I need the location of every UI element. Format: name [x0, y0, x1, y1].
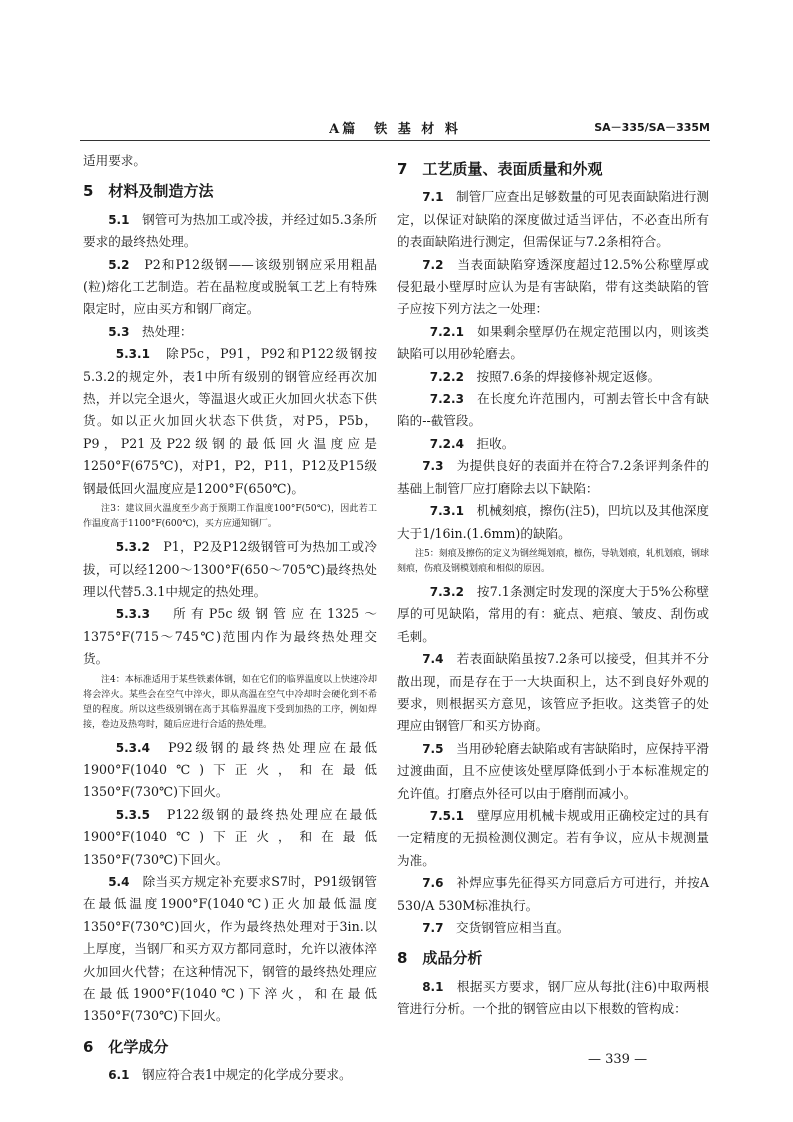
paragraph-5-3-5: 5.3.5 P122级钢的最终热处理应在最低1900°F(1040℃)下正火，和在最低1350°F(730℃)下回火。 [83, 806, 377, 867]
paragraph-7-1: 7.1 制管厂应查出足够数量的可见表面缺陷进行测定，以保证对缺陷的深度做过适当评估，不必查出所有的表面缺陷进行测定，但需保证与7.2条相符合。 [397, 189, 710, 250]
left-column [83, 150, 377, 1087]
standard-code: SA－335/SA－335M [594, 121, 710, 134]
paragraph-5-3-1: 5.3.1 除P5c，P91，P92和P122级钢按5.3.2的规定外，表1中所有级别的钢管应经再次加热，并以完全退火，等温退火或正火加回火状态下供货。如以正火加回火状态下供货，对P5，P5b，P9，P21及P22级钢的最低回火温度应是1250°F(675℃)，对P1，P2，P11，P12及P15级钢最低回火温度应是1200°F(650℃)。 [83, 346, 377, 496]
paragraph-6-1: 6.1 钢应符合表1中规定的化学成分要求。 [108, 1067, 352, 1083]
paragraph-5-3: 5.3 热处理： [108, 323, 193, 339]
paragraph-7-6: 7.6 补焊应事先征得买方同意后方可进行，并按A 530/A 530M标准执行。 [397, 875, 709, 913]
page-number: — 339 — [588, 1052, 648, 1067]
heading-section-7: 7 工艺质量、表面质量和外观 [397, 160, 603, 178]
paragraph-7-7: 7.7 交货钢管应相当直。 [422, 920, 570, 935]
running-header [80, 118, 710, 141]
section-title: A篇 铁 基 材 料 [329, 122, 461, 137]
paragraph-7-2-4: 7.2.4 拒收。 [429, 435, 515, 451]
paragraph-7-2-3: 7.2.3 在长度允许范围内，可割去管长中含有缺陷的--截管段。 [397, 391, 710, 429]
note-4: 注4：本标准适用于某些铁素体钢，如在它们的临界温度以上快速冷却将会淬火。某些会在空气中淬火，即从高温在空气中冷却时会硬化到不希望的程度。所以这些级别钢在高于其临界温度下受到加热的工序，例如焊接，卷边及热弯时，随后应进行合适的热处理。 [83, 674, 377, 730]
note-5: 注5：刻痕及擦伤的定义为钢丝绳划痕，檩伤，导轨划痕，轧机划痕，钢球刻痕，伤痕及钢模划痕和相似的原因。 [397, 548, 709, 574]
paragraph-7-5: 7.5 当用砂轮磨去缺陷或有害缺陷时，应保持平滑过渡曲面，且不应使该处壁厚降低到小于本标准规定的允许值。打磨点外径可以由于磨削而减小。 [397, 740, 710, 801]
heading-section-5: 5 材料及制造方法 [83, 182, 214, 201]
paragraph-7-2-2: 7.2.2 按照7.6条的焊接修补规定返修。 [429, 368, 661, 384]
paragraph-5-2: 5.2 P2和P12级钢——该级别钢应采用粗晶(粒)熔化工艺制造。若在晶粒度或脱氧工艺上有特殊限定时，应由买方和钢厂商定。 [83, 256, 377, 317]
paragraph-7-3: 7.3 为提供良好的表面并在符合7.2条评判条件的基础上制管厂应打磨除去以下缺陷： [397, 458, 709, 496]
heading-section-8: 8 成品分析 [397, 949, 483, 968]
right-column [397, 150, 709, 1021]
paragraph-7-3-2: 7.3.2 按7.1条测定时发现的深度大于5%公称壁厚的可见缺陷，常用的有：疵点、疤痕、皱皮、刮伤或毛刺。 [397, 583, 710, 644]
note-3: 注3：建议回火温度至少高于预期工作温度100°F(50℃)，因此若工作温度高于1100°F(600℃)，买方应通知钢厂。 [83, 504, 377, 530]
paragraph-5-3-4: 5.3.4 P92级钢的最终热处理应在最低1900°F(1040℃)下正火，和在最低1350°F(730℃)下回火。 [83, 739, 378, 800]
paragraph-7-3-1: 7.3.1 机械刻痕，擦伤(注5)，凹坑以及其他深度大于1/16in.(1.6mm)的缺陷。 [397, 503, 710, 541]
paragraph-5-3-2: 5.3.2 P1，P2及P12级钢管可为热加工或冷拔，可以经1200～1300°F(650～705℃)最终热处理以代替5.3.1中规定的热处理。 [83, 539, 377, 599]
paragraph-7-2: 7.2 当表面缺陷穿透深度超过12.5%公称壁厚或侵犯最小壁厚时应认为是有害缺陷，带有这类缺陷的管子应按下列方法之一处理： [397, 256, 710, 317]
paragraph-7-2-1: 7.2.1 如果剩余壁厚仍在规定范围以内，则该类缺陷可以用砂轮磨去。 [397, 323, 710, 362]
paragraph-7-4: 7.4 若表面缺陷虽按7.2条可以接受，但其并不分散出现，而是存在于一大块面积上，达不到良好外观的要求，则根据买方意见，该管应予拒收。这类管子的处理应由钢管厂和买方协商。 [397, 651, 709, 734]
paragraph-5-3-3: 5.3.3 所有P5c级钢管应在1325～1375°F(715～745℃)范围内作为最终热处理交货。 [83, 606, 378, 667]
heading-section-6: 6 化学成分 [83, 1037, 169, 1056]
paragraph: 适用要求。 [83, 153, 146, 168]
paragraph-8-1: 8.1 根据买方要求，钢厂应从每批(注6)中取两根管进行分析。一个批的钢管应由以下根数的管构成： [397, 978, 710, 1017]
paragraph-7-5-1: 7.5.1 壁厚应用机械卡规或用正确校定过的具有一定精度的无损检测仪测定。若有争议，应从卡规测量为准。 [397, 807, 710, 868]
paragraph-5-4: 5.4 除当买方规定补充要求S7时，P91级钢管在最低温度1900°F(1040℃)正火加最低温度1350°F(730℃)回火，作为最终热处理对于3in.以上厚度，当钢厂和买方双方都同意时，允许以液体淬火加回火代替；在这种情况下，钢管的最终热处理应在最低1900°F(1040℃)下淬火，和在最低1350°F(730℃)下回火。 [83, 873, 377, 1024]
paragraph-5-1: 5.1 钢管可为热加工或冷拔，并经过如5.3条所要求的最终热处理。 [83, 211, 378, 250]
